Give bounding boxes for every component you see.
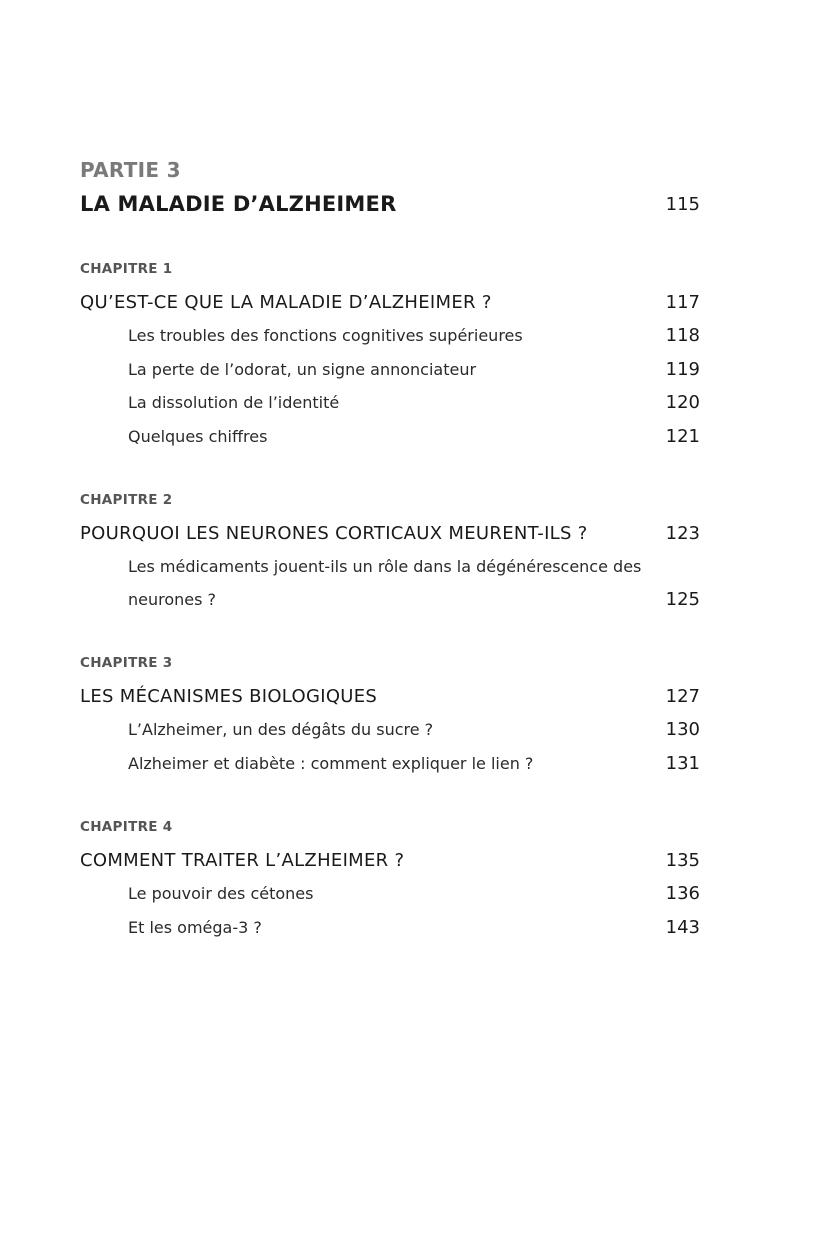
chapitre-label: CHAPITRE 3 bbox=[80, 655, 173, 671]
section-page-number: 131 bbox=[665, 752, 700, 774]
section-title: L’Alzheimer, un des dégâts du sucre ? bbox=[128, 720, 434, 740]
chapter-page-number: 135 bbox=[665, 849, 700, 871]
section-row bbox=[80, 353, 700, 387]
chapitre-2 bbox=[80, 484, 700, 616]
chapter-title-row bbox=[80, 516, 700, 550]
section-row bbox=[80, 386, 700, 420]
partie-title-row bbox=[80, 186, 700, 222]
section-title: Quelques chiffres bbox=[128, 426, 268, 446]
partie-title: LA MALADIE D’ALZHEIMER bbox=[80, 192, 397, 216]
chapter-page-number: 127 bbox=[665, 685, 700, 707]
section-row bbox=[80, 319, 700, 353]
chapter-page-number: 123 bbox=[665, 522, 700, 544]
section-title: Et les oméga-3 ? bbox=[128, 917, 262, 937]
section-page-number: 118 bbox=[665, 325, 700, 347]
section-page-number: 130 bbox=[665, 719, 700, 741]
chapitre-label: CHAPITRE 1 bbox=[80, 261, 173, 277]
section-multiline bbox=[80, 550, 700, 616]
section-page-number: 125 bbox=[665, 589, 700, 610]
section-title: La perte de l’odorat, un signe annonciateur bbox=[128, 359, 477, 379]
chapter-title: QU’EST-CE QUE LA MALADIE D’ALZHEIMER ? bbox=[80, 291, 492, 313]
section-page-number: 119 bbox=[665, 358, 700, 380]
section-page-number: 143 bbox=[665, 916, 700, 938]
section-title: Les troubles des fonctions cognitives supérieures bbox=[128, 326, 523, 346]
section-title-line-2-row bbox=[128, 583, 700, 616]
chapter-title-row bbox=[80, 285, 700, 319]
chapter-page-number: 117 bbox=[665, 291, 700, 313]
section-title-line-2: neurones ? bbox=[128, 590, 217, 609]
chapter-title-row bbox=[80, 679, 700, 713]
section-page-number: 121 bbox=[665, 425, 700, 447]
section-page-number: 120 bbox=[665, 392, 700, 414]
chapitre-label: CHAPITRE 2 bbox=[80, 492, 173, 508]
section-row bbox=[80, 911, 700, 945]
section-row bbox=[80, 420, 700, 454]
section-title-line-1: Les médicaments jouent-ils un rôle dans la dégénérescence des bbox=[128, 557, 642, 576]
section-title: Le pouvoir des cétones bbox=[128, 884, 314, 904]
chapitre-label: CHAPITRE 4 bbox=[80, 819, 173, 835]
section-page-number: 136 bbox=[665, 883, 700, 905]
partie-label: PARTIE 3 bbox=[80, 158, 181, 182]
chapitre-3 bbox=[80, 647, 700, 780]
section-row bbox=[80, 877, 700, 911]
chapter-title: COMMENT TRAITER L’ALZHEIMER ? bbox=[80, 849, 405, 871]
partie-page-number: 115 bbox=[665, 193, 700, 215]
chapter-title: LES MÉCANISMES BIOLOGIQUES bbox=[80, 685, 378, 707]
section-row bbox=[80, 747, 700, 781]
section-title: La dissolution de l’identité bbox=[128, 393, 340, 413]
chapter-title-row bbox=[80, 843, 700, 877]
chapter-title: POURQUOI LES NEURONES CORTICAUX MEURENT-ILS ? bbox=[80, 522, 588, 544]
chapitre-1 bbox=[80, 253, 700, 453]
chapitre-4 bbox=[80, 811, 700, 944]
table-of-contents bbox=[80, 154, 700, 944]
section-row bbox=[80, 713, 700, 747]
section-title: Alzheimer et diabète : comment expliquer le lien ? bbox=[128, 753, 534, 773]
